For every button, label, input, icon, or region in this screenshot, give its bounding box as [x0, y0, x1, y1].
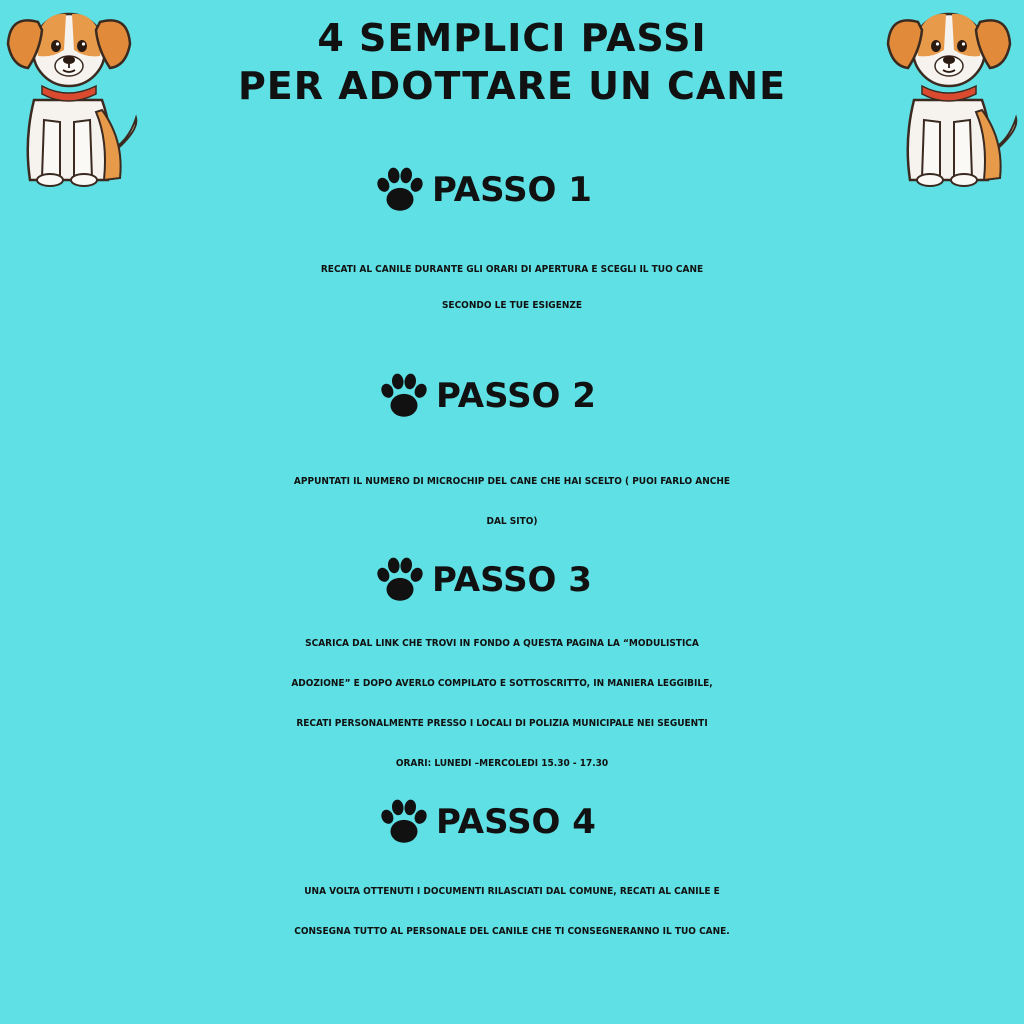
title-line-1: 4 SEMPLICI PASSI [317, 16, 707, 60]
puppy-illustration-right [884, 0, 1024, 192]
step-3-line-2: ADOZIONE” E DOPO AVERLO COMPILATO E SOTTOSCRITTO, IN MANIERA LEGGIBILE, [291, 678, 713, 689]
step-1-heading [374, 166, 592, 214]
step-4-line-1: UNA VOLTA OTTENUTI I DOCUMENTI RILASCIATI DAL COMUNE, RECATI AL CANILE E [304, 886, 720, 897]
step-2-line-1: APPUNTATI IL NUMERO DI MICROCHIP DEL CANE CHE HAI SCELTO ( PUOI FARLO ANCHE [293, 476, 731, 487]
step-1-text [0, 252, 1024, 324]
step-2-line-2: DAL SITO) [486, 516, 538, 527]
step-4-line-2: CONSEGNA TUTTO AL PERSONALE DEL CANILE CHE TI CONSEGNERANNO IL TUO CANE. [294, 926, 730, 937]
step-4-title: PASSO 4 [436, 802, 596, 842]
step-3-line-1: SCARICA DAL LINK CHE TROVI IN FONDO A QUESTA PAGINA LA “MODULISTICA [305, 638, 699, 649]
step-3-title: PASSO 3 [432, 560, 592, 600]
step-1-line-2: SECONDO LE TUE ESIGENZE [441, 300, 583, 311]
step-1-title: PASSO 1 [432, 170, 592, 210]
step-3-line-3: RECATI PERSONALMENTE PRESSO I LOCALI DI POLIZIA MUNICIPALE NEI SEGUENTI [296, 718, 708, 729]
title-line-2: PER ADOTTARE UN CANE [237, 64, 787, 108]
step-3-heading [374, 556, 592, 604]
step-4-text [0, 872, 1024, 952]
step-3-text [0, 624, 1014, 784]
step-2-title: PASSO 2 [436, 376, 596, 416]
step-3-line-4: ORARI: LUNEDI –MERCOLEDI 15.30 - 17.30 [395, 758, 609, 769]
paw-print-icon [378, 372, 430, 420]
step-1-line-1: RECATI AL CANILE DURANTE GLI ORARI DI APERTURA E SCEGLI IL TUO CANE [320, 264, 704, 275]
paw-print-icon [378, 798, 430, 846]
paw-print-icon [374, 166, 426, 214]
puppy-illustration-left [4, 0, 144, 192]
page-title [160, 14, 864, 110]
step-2-text [0, 462, 1024, 542]
step-4-heading [378, 798, 596, 846]
paw-print-icon [374, 556, 426, 604]
step-2-heading [378, 372, 596, 420]
